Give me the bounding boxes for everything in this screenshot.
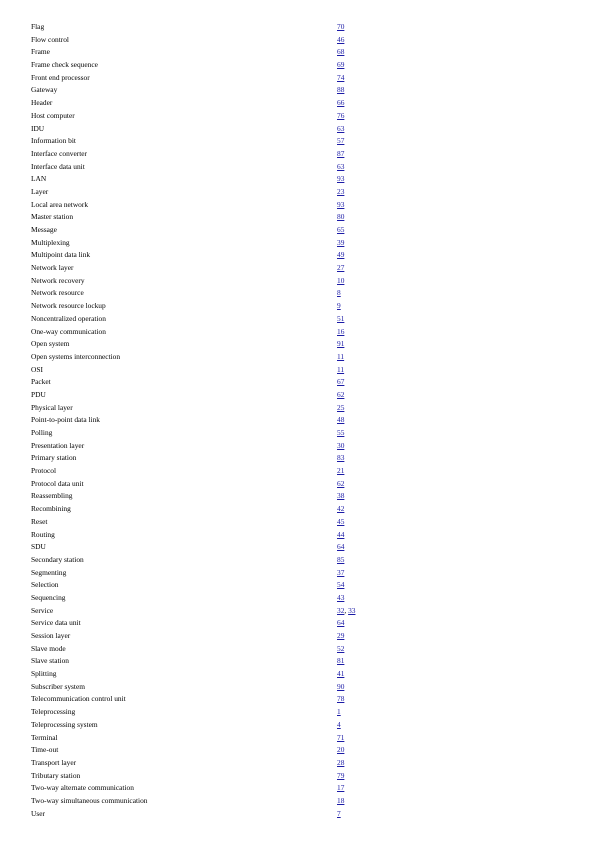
- page-references: [337, 148, 344, 161]
- index-entry: [31, 668, 571, 681]
- index-entry: [31, 199, 571, 212]
- index-term: Flag: [31, 22, 45, 31]
- index-term: Telecommunication control unit: [31, 694, 126, 704]
- index-term: Time-out: [31, 745, 59, 755]
- page-link[interactable]: 93: [337, 174, 345, 184]
- index-entry: [31, 490, 571, 503]
- index-entry: [31, 478, 571, 491]
- page-references: [337, 249, 344, 262]
- page-link[interactable]: 44: [337, 529, 345, 539]
- index-entry: [31, 275, 571, 288]
- index-term: Primary station: [31, 453, 77, 463]
- page-link[interactable]: 11: [337, 351, 345, 361]
- index-term: Host computer: [31, 110, 75, 120]
- page-references: [337, 592, 344, 605]
- index-term: Subscriber system: [31, 681, 85, 691]
- index-entry: [31, 693, 571, 706]
- index-entry: [31, 719, 571, 732]
- page-references: [337, 554, 344, 567]
- page-link[interactable]: 11: [337, 364, 345, 374]
- page-link[interactable]: 80: [337, 212, 345, 222]
- page-link[interactable]: 51: [337, 313, 345, 323]
- index-term: Front end processor: [31, 72, 90, 82]
- index-list: [31, 21, 571, 820]
- page-link[interactable]: 27: [337, 263, 345, 273]
- page-references: [337, 72, 344, 85]
- index-entry: [31, 237, 571, 250]
- page-references: [337, 503, 344, 516]
- page-references: [337, 199, 344, 212]
- page-link[interactable]: 54: [337, 580, 345, 590]
- page-references: [337, 376, 344, 389]
- page-link[interactable]: 30: [337, 440, 345, 450]
- index-entry: [31, 313, 571, 326]
- index-term: Reset: [31, 516, 48, 526]
- index-entry: [31, 402, 571, 415]
- page-references: [337, 630, 344, 643]
- page-link[interactable]: 68: [337, 47, 345, 57]
- page-link[interactable]: 9: [337, 301, 341, 311]
- page-references: [337, 21, 344, 34]
- index-term: Teleprocessing system: [31, 719, 98, 729]
- page-link[interactable]: 57: [337, 136, 345, 146]
- page-references: [337, 135, 344, 148]
- page-link[interactable]: 88: [337, 85, 345, 95]
- index-entry: [31, 529, 571, 542]
- index-term: Packet: [31, 377, 51, 387]
- index-term: Local area network: [31, 199, 89, 209]
- page-references: [337, 529, 344, 542]
- page-link[interactable]: 64: [337, 542, 345, 552]
- index-entry: [31, 326, 571, 339]
- page-link[interactable]: 63: [337, 161, 345, 171]
- index-term: Splitting: [31, 669, 57, 679]
- page-link[interactable]: 8: [337, 288, 341, 298]
- index-entry: [31, 34, 571, 47]
- page-references: [337, 237, 344, 250]
- index-entry: [31, 541, 571, 554]
- page-link[interactable]: 45: [337, 516, 345, 526]
- page-references: [337, 34, 344, 47]
- index-term: Master station: [31, 212, 74, 222]
- page-references: [337, 300, 341, 313]
- page-link[interactable]: 10: [337, 275, 345, 285]
- index-term: IDU: [31, 123, 45, 133]
- page-references: [337, 351, 344, 364]
- index-term: Selection: [31, 580, 59, 590]
- page-link[interactable]: 25: [337, 402, 345, 412]
- page-references: [337, 97, 344, 110]
- page-link[interactable]: 33: [348, 605, 356, 615]
- index-entry: [31, 617, 571, 630]
- page-references: [337, 186, 344, 199]
- index-entry: [31, 135, 571, 148]
- index-term: Terminal: [31, 732, 58, 742]
- page-link[interactable]: 63: [337, 123, 345, 133]
- page-link[interactable]: 64: [337, 618, 345, 628]
- index-entry: [31, 465, 571, 478]
- page-link[interactable]: 29: [337, 631, 345, 640]
- index-term: Open systems interconnection: [31, 351, 121, 361]
- index-term: Polling: [31, 428, 53, 437]
- page-references: [337, 211, 344, 224]
- page-link[interactable]: 81: [337, 656, 345, 666]
- page-link[interactable]: 67: [337, 377, 345, 387]
- index-term: Two-way alternate communication: [31, 783, 134, 793]
- index-term: Frame check sequence: [31, 60, 98, 70]
- index-term: Gateway: [31, 85, 58, 95]
- index-entry: [31, 338, 571, 351]
- index-entry: [31, 440, 571, 453]
- index-entry: [31, 72, 571, 85]
- page-link[interactable]: 17: [337, 783, 345, 793]
- page-link[interactable]: 20: [337, 745, 345, 755]
- index-entry: [31, 110, 571, 123]
- index-entry: [31, 249, 571, 262]
- index-entry: [31, 554, 571, 567]
- page-references: [337, 757, 344, 770]
- page-link[interactable]: 70: [337, 22, 345, 31]
- page-references: [337, 782, 344, 795]
- index-entry: [31, 630, 571, 643]
- page-link[interactable]: 32: [337, 605, 345, 615]
- index-entry: [31, 148, 571, 161]
- index-term: One-way communication: [31, 326, 106, 336]
- index-entry: [31, 579, 571, 592]
- page-link[interactable]: 39: [337, 237, 345, 247]
- page-references: [337, 440, 344, 453]
- page-references: [337, 668, 344, 681]
- page-link[interactable]: 28: [337, 757, 345, 767]
- index-entry: [31, 211, 571, 224]
- page-references: [337, 465, 344, 478]
- page-references: [337, 579, 344, 592]
- page-link[interactable]: 74: [337, 72, 345, 82]
- index-term: Secondary station: [31, 554, 84, 564]
- index-term: Recombining: [31, 504, 71, 514]
- page-references: [337, 326, 344, 339]
- index-entry: [31, 655, 571, 668]
- index-term: Presentation layer: [31, 440, 85, 450]
- index-term: Header: [31, 98, 53, 108]
- index-term: SDU: [31, 542, 46, 552]
- page-references: [337, 655, 344, 668]
- index-term: Slave mode: [31, 643, 66, 653]
- index-entry: [31, 224, 571, 237]
- page-link[interactable]: 49: [337, 250, 345, 260]
- index-entry: [31, 643, 571, 656]
- index-term: Two-way simultaneous communication: [31, 795, 148, 805]
- index-term: Service: [31, 605, 54, 615]
- page-link[interactable]: 52: [337, 643, 345, 653]
- page-link[interactable]: 76: [337, 110, 345, 120]
- index-entry: [31, 770, 571, 783]
- index-entry: [31, 516, 571, 529]
- index-term: Protocol: [31, 466, 57, 476]
- index-entry: [31, 84, 571, 97]
- page-references: [337, 262, 344, 275]
- page-references: [337, 224, 344, 237]
- index-entry: [31, 427, 571, 440]
- index-entry: [31, 351, 571, 364]
- index-term: Multipoint data link: [31, 250, 91, 260]
- index-term: Frame: [31, 47, 50, 57]
- page-references: [337, 452, 344, 465]
- page-references: [337, 490, 344, 503]
- page-link[interactable]: 65: [337, 225, 345, 234]
- page-link[interactable]: 91: [337, 339, 345, 349]
- index-term: LAN: [31, 174, 47, 184]
- page-references: [337, 770, 344, 783]
- page-link[interactable]: 87: [337, 148, 345, 158]
- index-term: Open system: [31, 339, 70, 349]
- index-term: Sequencing: [31, 592, 66, 602]
- index-entry: [31, 389, 571, 402]
- page-link[interactable]: 1: [337, 707, 341, 717]
- page-references: [337, 478, 344, 491]
- page-link[interactable]: 79: [337, 770, 345, 780]
- page-references: [337, 567, 344, 580]
- page-references: [337, 275, 344, 288]
- page-references: [337, 681, 344, 694]
- page-references: [337, 744, 344, 757]
- page-references: [337, 706, 341, 719]
- index-term: Network resource lockup: [31, 301, 106, 311]
- page-references: [337, 427, 344, 440]
- index-entry: [31, 744, 571, 757]
- index-term: Slave station: [31, 656, 69, 666]
- page-link[interactable]: 66: [337, 98, 345, 108]
- index-term: Protocol data unit: [31, 478, 84, 488]
- index-entry: [31, 732, 571, 745]
- page-link[interactable]: 90: [337, 681, 345, 691]
- page-link[interactable]: 4: [337, 719, 341, 729]
- index-entry: [31, 364, 571, 377]
- index-entry: [31, 161, 571, 174]
- index-term: Session layer: [31, 631, 71, 640]
- page-link[interactable]: 83: [337, 453, 345, 463]
- index-entry: [31, 46, 571, 59]
- page-references: [337, 389, 344, 402]
- index-entry: [31, 681, 571, 694]
- page-link[interactable]: 55: [337, 428, 345, 437]
- index-term: Flow control: [31, 34, 69, 44]
- page-references: [337, 364, 344, 377]
- page-references: [337, 541, 344, 554]
- index-term: Transport layer: [31, 757, 77, 767]
- page-link[interactable]: 69: [337, 60, 345, 70]
- index-term: Information bit: [31, 136, 76, 146]
- page-references: [337, 313, 344, 326]
- index-entry: [31, 782, 571, 795]
- page-references: [337, 617, 344, 630]
- page-references: [337, 46, 344, 59]
- page-references: [337, 795, 344, 808]
- index-term: Segmenting: [31, 567, 67, 577]
- index-term: Network recovery: [31, 275, 85, 285]
- index-entry: [31, 452, 571, 465]
- page-separator: ,: [344, 605, 349, 615]
- index-term: Service data unit: [31, 618, 81, 628]
- page-link[interactable]: 41: [337, 669, 345, 679]
- page-link[interactable]: 42: [337, 504, 345, 514]
- page-link[interactable]: 62: [337, 478, 345, 488]
- index-term: Multiplexing: [31, 237, 70, 247]
- index-entry: [31, 262, 571, 275]
- index-term: Network layer: [31, 263, 74, 273]
- page-link[interactable]: 46: [337, 34, 345, 44]
- index-term: OSI: [31, 364, 43, 374]
- page-references: [337, 643, 344, 656]
- page-references: [337, 732, 344, 745]
- page-references: [337, 693, 344, 706]
- index-term: Physical layer: [31, 402, 73, 412]
- index-term: Interface data unit: [31, 161, 85, 171]
- index-entry: [31, 567, 571, 580]
- page-link[interactable]: 21: [337, 466, 345, 476]
- page-references: [337, 84, 344, 97]
- page-link[interactable]: 85: [337, 554, 345, 564]
- page-link[interactable]: 7: [337, 808, 341, 818]
- index-entry: [31, 173, 571, 186]
- index-term: Reassembling: [31, 491, 73, 501]
- index-entry: [31, 592, 571, 605]
- page-references: [337, 719, 341, 732]
- index-term: Noncentralized operation: [31, 313, 106, 323]
- index-entry: [31, 287, 571, 300]
- index-term: Network resource: [31, 288, 84, 298]
- page-link[interactable]: 18: [337, 795, 345, 805]
- index-entry: [31, 59, 571, 72]
- index-entry: [31, 123, 571, 136]
- index-term: Interface converter: [31, 148, 88, 158]
- page-references: [337, 173, 344, 186]
- index-term: PDU: [31, 389, 46, 399]
- index-entry: [31, 808, 571, 821]
- page-references: [337, 123, 344, 136]
- index-entry: [31, 186, 571, 199]
- page-references: [337, 59, 344, 72]
- page-link[interactable]: 23: [337, 186, 345, 196]
- index-entry: [31, 706, 571, 719]
- page-references: [337, 287, 341, 300]
- page-references: [337, 516, 344, 529]
- index-entry: [31, 414, 571, 427]
- index-entry: [31, 97, 571, 110]
- index-entry: [31, 21, 571, 34]
- page-link[interactable]: 43: [337, 592, 345, 602]
- page-link[interactable]: 37: [337, 567, 345, 577]
- index-entry: [31, 605, 571, 618]
- index-term: Point-to-point data link: [31, 415, 100, 425]
- index-entry: [31, 376, 571, 389]
- page-references: [337, 808, 341, 821]
- page-references: [337, 605, 355, 618]
- page-link[interactable]: 93: [337, 199, 345, 209]
- index-term: Layer: [31, 186, 49, 196]
- index-entry: [31, 757, 571, 770]
- index-term: Routing: [31, 529, 55, 539]
- index-entry: [31, 503, 571, 516]
- page-link[interactable]: 62: [337, 389, 345, 399]
- page-link[interactable]: 48: [337, 415, 345, 425]
- page-link[interactable]: 38: [337, 491, 345, 501]
- page-references: [337, 110, 344, 123]
- index-term: User: [31, 808, 45, 818]
- index-term: Teleprocessing: [31, 707, 76, 717]
- page-references: [337, 161, 344, 174]
- index-entry: [31, 795, 571, 808]
- page-link[interactable]: 71: [337, 732, 345, 742]
- index-term: Message: [31, 225, 57, 234]
- page-references: [337, 402, 344, 415]
- page-references: [337, 338, 344, 351]
- index-entry: [31, 300, 571, 313]
- page-link[interactable]: 78: [337, 694, 345, 704]
- index-term: Tributary station: [31, 770, 81, 780]
- page-references: [337, 414, 344, 427]
- page-link[interactable]: 16: [337, 326, 345, 336]
